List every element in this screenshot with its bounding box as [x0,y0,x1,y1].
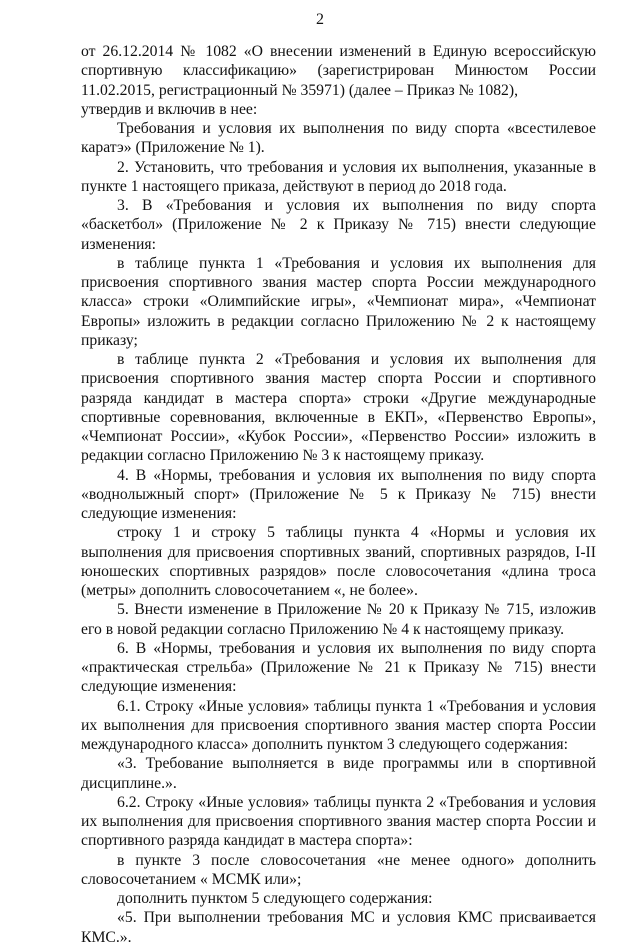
paragraph-item-6-1-quote: «3. Требование выполняется в виде программы или в спортивной дисциплине.». [81,755,596,792]
paragraph-karate-requirements: Требования и условия их выполнения по виду спорта «всестилевое каратэ» (Приложение № 1). [81,120,596,157]
paragraph-item-6-2-add: дополнить пунктом 5 следующего содержания: [117,890,433,907]
paragraph-item-6-2: 6.2. Строку «Иные условия» таблицы пункта 2 «Требования и условия их выполнения для присвоения спортивного звания мастер спорта России и спортивного разряда кандидат в мастера спорта»: [81,793,596,850]
paragraph-approval-clause: утвердив и включив в нее: [81,100,258,118]
paragraph-item-5: 5. Внести изменение в Приложение № 20 к Приказу № 715, изложив его в новой редакции согласно Приложению № 4 к настоящему приказу. [81,601,596,638]
document-body [81,42,596,947]
paragraph-order-reference: от 26.12.2014 № 1082 «О внесении изменений в Единую всероссийскую спортивную классификацию» (зарегистрирован Минюстом России 11.02.2015, регистрационный № 35971) (далее – Приказ № 1082), [81,43,596,99]
paragraph-item-6-1: 6.1. Строку «Иные условия» таблицы пункта 1 «Требования и условия их выполнения для присвоения спортивного звания мастер спорта России международного класса» дополнить пунктом 3 следующего содержания: [81,697,596,753]
paragraph-item-3: 3. В «Требования и условия их выполнения по виду спорта «баскетбол» (Приложение № 2 к Приказу № 715) внести следующие изменения: [81,197,596,253]
paragraph-item-6-2-quote: «5. При выполнении требования МС и условия КМС присваивается КМС.». [81,909,596,946]
paragraph-item-6: 6. В «Нормы, требования и условия их выполнения по виду спорта «практическая стрельба» (Приложение № 21 к Приказу № 715) внести следующие изменения: [81,639,596,696]
paragraph-item-4: 4. В «Нормы, требования и условия их выполнения по виду спорта «воднолыжный спорт» (Приложение № 5 к Приказу № 715) внести следующие изменения: [81,466,596,522]
paragraph-item-3-table-2: в таблице пункта 2 «Требования и условия их выполнения для присвоения спортивного звания мастер спорта России и спортивного разряда кандидат в мастера спорта» строки «Другие международные спортивные соревнования, включенные в ЕКП», «Первенство Европы», «Чемпионат России», «Кубок России», «Первенство России» изложить в редакции согласно Приложению № 3 к настоящему приказу. [81,351,596,465]
paragraph-item-4-rows: строку 1 и строку 5 таблицы пункта 4 «Нормы и условия их выполнения для присвоения спортивных званий, спортивных разрядов, I-II юношеских спортивных разрядов» после словосочетания «длина троса (метры» дополнить словосочетанием «, не более». [81,524,596,599]
paragraph-item-2: 2. Установить, что требования и условия их выполнения, указанные в пункте 1 настоящего приказа, действуют в период до 2018 года. [81,158,596,195]
paragraph-item-3-table-1: в таблице пункта 1 «Требования и условия их выполнения для присвоения спортивного звания мастер спорта России международного класса» строки «Олимпийские игры», «Чемпионат мира», «Чемпионат Европы» изложить в редакции согласно Приложению № 2 к настоящему приказу; [81,254,596,349]
paragraph-item-6-2-point-3: в пункте 3 после словосочетания «не менее одного» дополнить словосочетанием « МСМК или»; [81,851,596,888]
page-number: 2 [316,11,324,28]
